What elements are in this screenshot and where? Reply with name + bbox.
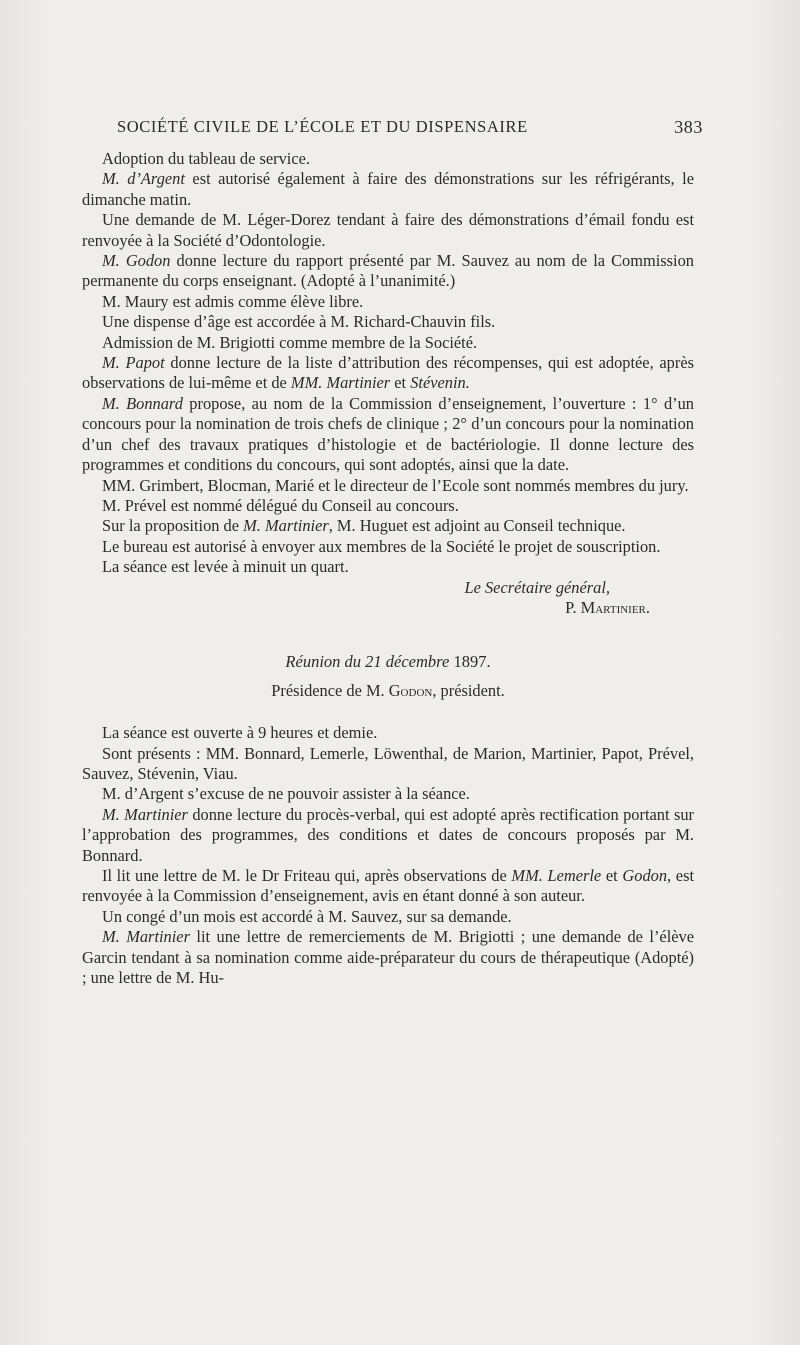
- text-run: M. Maury est admis comme élève libre.: [102, 291, 364, 311]
- text-run: propose, au nom de la Commission d’enseignement, l’ouverture : 1° d’un concours pour la nomination de trois chefs de clinique ; 2° d’un concours pour la nomination d’un chef des travaux pratiques d’histologie et de bactériologie. Il donne lecture des programmes et conditions du concours, qui sont adoptés, ainsi que la date.: [82, 393, 694, 475]
- text-run: La séance est levée à minuit un quart.: [102, 557, 349, 577]
- paragraph: [82, 169, 694, 210]
- paragraph: [82, 744, 694, 785]
- page-number: 383: [674, 117, 703, 137]
- paragraph: [82, 149, 694, 169]
- text-run: et: [390, 373, 411, 393]
- text-run: est autorisé également à faire des démonstrations sur les réfrigérants, le dimanche matin.: [82, 169, 694, 209]
- text-run: M. d’Argent: [102, 169, 185, 189]
- text-run: Une demande de M. Léger-Dorez tendant à faire des démonstrations d’émail fondu est renvoyée à la Société d’Odontologie.: [82, 210, 694, 250]
- text-run: , M. Huguet est adjoint au Conseil technique.: [328, 516, 626, 536]
- text-run: M. Martinier: [243, 516, 329, 536]
- signature-block: [82, 578, 694, 619]
- text-run: Adoption du tableau de service.: [102, 149, 311, 168]
- text-run: donne lecture de la liste d’attribution des récompenses, qui est adoptée, après observations de lui-même et de: [82, 353, 694, 393]
- text-run: M. Papot: [102, 353, 165, 373]
- paragraph: [82, 292, 694, 312]
- paragraph: [82, 394, 694, 476]
- paragraph: [82, 210, 694, 251]
- text-run: M. d’Argent s’excuse de ne pouvoir assister à la séance.: [102, 784, 470, 804]
- paragraph: [82, 333, 694, 353]
- presidence-line: Présidence de M. Godon, président.: [271, 680, 505, 700]
- text-run: MM. Grimbert, Blocman, Marié et le directeur de l’Ecole sont nommés membres du jury.: [102, 475, 689, 495]
- text-run: La séance est ouverte à 9 heures et demie.: [102, 723, 378, 743]
- text-run: Une dispense d’âge est accordée à M. Richard-Chauvin fils.: [102, 312, 496, 332]
- paragraph: [82, 557, 694, 577]
- header-title: SOCIÉTÉ CIVILE DE L’ÉCOLE ET DU DISPENSAIRE: [117, 117, 528, 136]
- paragraph: [82, 496, 694, 516]
- text-run: Godon: [622, 866, 668, 885]
- paragraph: [82, 312, 694, 332]
- text-run: Il lit une lettre de M. le Dr Friteau qui, après observations de: [102, 866, 512, 885]
- paragraph: [82, 353, 694, 394]
- text-run: M. Martinier: [102, 927, 190, 947]
- paragraph: [82, 927, 694, 988]
- text-run: MM. Martinier: [290, 373, 391, 393]
- text-run: M. Martinier: [102, 804, 188, 824]
- section-title: Réunion du 21 décembre 1897.: [285, 652, 491, 672]
- text-run: Stévenin.: [410, 373, 470, 393]
- text-run: Le bureau est autorisé à envoyer aux membres de la Société le projet de souscription.: [102, 536, 661, 556]
- running-header: [117, 117, 703, 139]
- text-run: Sont présents : MM. Bonnard, Lemerle, Löwenthal, de Marion, Martinier, Papot, Prével, Sauvez, Stévenin, Viau.: [82, 743, 694, 783]
- paragraph: [82, 516, 694, 536]
- minutes-first-session: [82, 149, 694, 578]
- paragraph: [82, 476, 694, 496]
- paragraph: [82, 251, 694, 292]
- page-body: [82, 149, 694, 988]
- signature-name: P. Martinier.: [565, 597, 650, 617]
- paragraph: [82, 784, 694, 804]
- text-run: Un congé d’un mois est accordé à M. Sauvez, sur sa demande.: [102, 906, 512, 926]
- text-run: M. Prével est nommé délégué du Conseil au concours.: [102, 495, 459, 515]
- text-run: et: [601, 866, 623, 885]
- paragraph: [82, 907, 694, 927]
- text-run: M. Godon: [102, 251, 171, 271]
- minutes-second-session: [82, 723, 694, 988]
- text-run: lit une lettre de remerciements de M. Brigiotti ; une demande de l’élève Garcin tendant à sa nomination comme aide-préparateur du cours de thérapeutique (Adopté) ; une lettre de M. Hu-: [82, 927, 694, 988]
- paragraph: [82, 805, 694, 866]
- text-run: , est renvoyée à la Commission d’enseignement, avis en étant donné à son auteur.: [82, 866, 695, 906]
- paragraph: [82, 866, 694, 907]
- text-run: donne lecture du procès-verbal, qui est adopté après rectification portant sur l’approbation des programmes, des conditions et dates de concours proposés par M. Bonnard.: [82, 804, 694, 865]
- text-run: Admission de M. Brigiotti comme membre de la Société.: [102, 332, 478, 352]
- signature-title: Le Secrétaire général,: [464, 577, 610, 597]
- text-run: M. Bonnard: [102, 393, 183, 413]
- paragraph: [82, 723, 694, 743]
- text-run: MM. Lemerle: [511, 866, 602, 885]
- text-run: Sur la proposition de: [102, 516, 244, 536]
- text-run: donne lecture du rapport présenté par M. Sauvez au nom de la Commission permanente du corps enseignant. (Adopté à l’unanimité.): [82, 251, 694, 291]
- paragraph: [82, 537, 694, 557]
